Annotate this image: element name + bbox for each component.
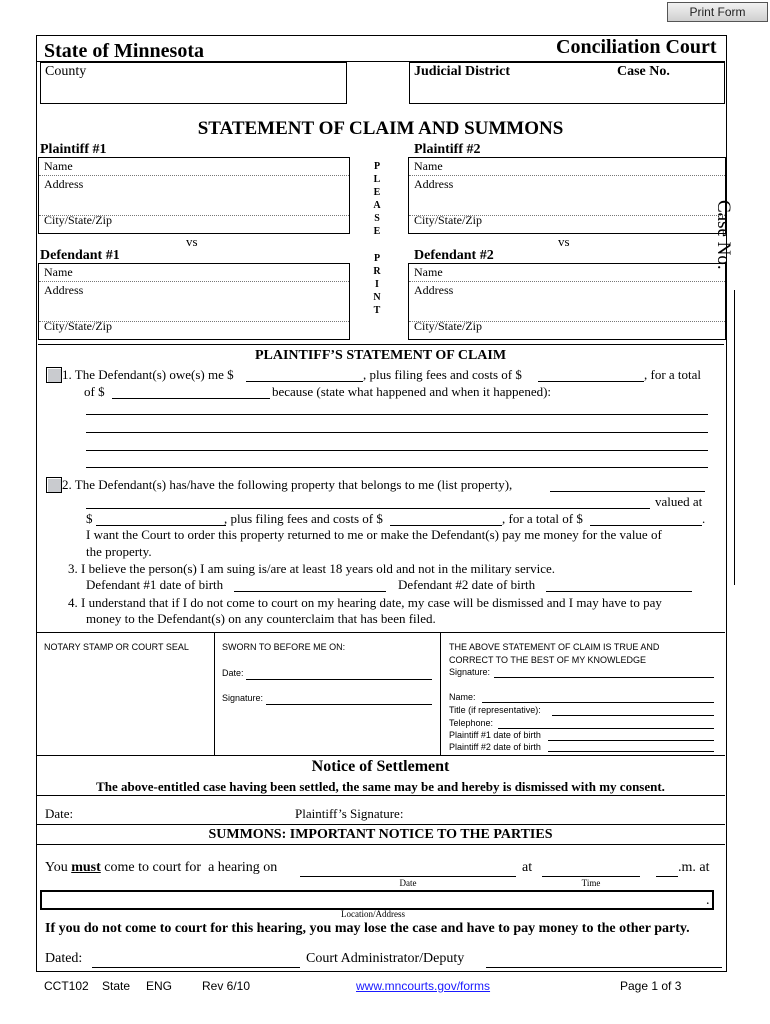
plaintiff1-heading: Plaintiff #1	[40, 142, 107, 157]
vs-left: vs	[186, 234, 198, 249]
claim1-explain-line2[interactable]	[86, 432, 708, 433]
court-admin-line[interactable]	[486, 967, 722, 968]
footer-rev: Rev 6/10	[202, 979, 251, 993]
claim1-explain-line3[interactable]	[86, 450, 708, 451]
side-case-no: Case No.	[713, 200, 734, 270]
district-label: Judicial District	[414, 64, 511, 79]
location-period: .	[706, 893, 710, 908]
true-statement-1: THE ABOVE STATEMENT OF CLAIM IS TRUE AND	[449, 642, 660, 652]
plaintiff-title-line[interactable]	[552, 715, 714, 716]
claim1-text-b: , plus filing fees and costs of $	[363, 367, 522, 382]
plaintiff-title-label: Title (if representative):	[449, 705, 541, 715]
claim2-checkbox[interactable]	[46, 477, 62, 493]
claim1-text-d: of $	[84, 384, 105, 399]
hearing-date-line[interactable]	[300, 876, 516, 877]
plaintiff-phone-label: Telephone:	[449, 718, 494, 728]
summons-at-label: at	[522, 860, 533, 875]
dated-line[interactable]	[92, 967, 300, 968]
defendant2-heading: Defendant #2	[414, 248, 494, 263]
claim1-checkbox[interactable]	[46, 367, 62, 383]
sworn-label: SWORN TO BEFORE ME ON:	[222, 642, 346, 652]
claim1-explain-line1[interactable]	[86, 414, 708, 415]
claim2-text-a: 2. The Defendant(s) has/have the following property that belongs to me (list property),	[62, 477, 513, 492]
claim-heading: PLAINTIFF’S STATEMENT OF CLAIM	[254, 348, 507, 363]
plaintiff-sig-label: Signature:	[449, 667, 491, 677]
claim2-text-d: , plus filing fees and costs of $	[224, 511, 383, 526]
defendant2-address[interactable]: Address	[414, 283, 454, 297]
notary-signature-label: Signature:	[222, 693, 264, 703]
plaintiff2-city[interactable]: City/State/Zip	[414, 213, 482, 227]
claim2-text-e: , for a total of $	[502, 511, 583, 526]
summons-warning: If you do not come to court for this hearing, you may lose the case and have to pay money to the other party.	[45, 921, 690, 936]
settlement-text: The above-entitled case having been settled, the same may be and hereby is dismissed with my consent.	[96, 779, 665, 794]
claim-top-rule	[38, 344, 724, 345]
claim1-total-line[interactable]	[112, 398, 270, 399]
date-caption: Date	[399, 878, 417, 888]
claim2-text-g: I want the Court to order this property returned to me or make the Defendant(s) pay me money for the value of	[86, 527, 662, 542]
plaintiff1-address[interactable]: Address	[44, 177, 84, 191]
plaintiff2-dob-line[interactable]	[548, 751, 714, 752]
case-no-label: Case No.	[617, 64, 670, 79]
plaintiff2-dob-label: Plaintiff #2 date of birth	[449, 742, 541, 752]
plaintiff2-address[interactable]: Address	[414, 177, 454, 191]
claim2-total-line[interactable]	[590, 525, 702, 526]
settlement-date-label: Date:	[45, 806, 74, 821]
plaintiff-sig-line[interactable]	[494, 677, 714, 678]
vs-right: vs	[558, 234, 570, 249]
claim4-text-b: money to the Defendant(s) on any counterclaim that has been filed.	[86, 611, 436, 626]
plaintiff2-name[interactable]: Name	[414, 159, 443, 173]
claim3-text-a: 3. I believe the person(s) I am suing is/are at least 18 years old and not in the military service.	[68, 561, 555, 576]
plaintiff1-dob-label: Plaintiff #1 date of birth	[449, 730, 541, 740]
summons-rule	[37, 844, 725, 845]
claim2-text-b: valued at	[655, 494, 703, 509]
claim2-property-line2[interactable]	[86, 508, 650, 509]
notary-date-line[interactable]	[246, 679, 432, 680]
location-caption: Location/Address	[341, 909, 405, 919]
defendant2-name[interactable]: Name	[414, 265, 443, 279]
footer-form: CCT102	[44, 979, 89, 993]
claim2-text-f: .	[702, 511, 706, 526]
defendant1-address[interactable]: Address	[44, 283, 84, 297]
plaintiff2-heading: Plaintiff #2	[414, 142, 481, 157]
claim3-text-c: Defendant #2 date of birth	[398, 577, 536, 592]
claim1-text-a: 1. The Defendant(s) owe(s) me $	[62, 367, 234, 382]
footer-lang: ENG	[146, 979, 173, 993]
defendant1-name[interactable]: Name	[44, 265, 73, 279]
notary-stamp-label: NOTARY STAMP OR COURT SEAL	[44, 642, 189, 652]
footer-page: Page 1 of 3	[620, 979, 682, 993]
claim1-amount-line[interactable]	[246, 381, 363, 382]
claim2-text-c: $	[86, 511, 93, 526]
please-print: P L E A S E P R I N T	[373, 161, 381, 316]
settlement-sig-label: Plaintiff’s Signature:	[295, 806, 404, 821]
print-form-button[interactable]: Print Form	[667, 2, 768, 22]
claim1-explain-line4[interactable]	[86, 467, 708, 468]
dated-label: Dated:	[45, 951, 83, 966]
summons-hearing-text: You must come to court for a hearing on	[45, 860, 278, 875]
plaintiff1-city[interactable]: City/State/Zip	[44, 213, 112, 227]
plaintiff-name-line[interactable]	[482, 702, 714, 703]
plaintiff-name-label: Name:	[449, 692, 476, 702]
claim1-text-c: , for a total	[644, 367, 702, 382]
notary-date-label: Date:	[222, 668, 244, 678]
state-title: State of Minnesota	[44, 40, 204, 62]
claim2-text-h: the property.	[86, 544, 152, 559]
plaintiff1-name[interactable]: Name	[44, 159, 73, 173]
claim2-property-line1[interactable]	[550, 491, 705, 492]
claim1-text-e: because (state what happened and when it happened):	[272, 384, 552, 399]
claim2-fees-line[interactable]	[390, 525, 502, 526]
defendant1-heading: Defendant #1	[40, 248, 120, 263]
location-field[interactable]	[40, 890, 714, 910]
settlement-bottom-rule	[37, 824, 725, 825]
court-title: Conciliation Court	[556, 36, 717, 58]
summons-heading: SUMMONS: IMPORTANT NOTICE TO THE PARTIES	[208, 827, 553, 842]
defendant2-city[interactable]: City/State/Zip	[414, 319, 482, 333]
notary-signature-line[interactable]	[266, 704, 432, 705]
claim2-amount-line[interactable]	[96, 525, 226, 526]
plaintiff-phone-line[interactable]	[498, 728, 714, 729]
settlement-heading: Notice of Settlement	[311, 758, 450, 775]
hearing-ampm-line[interactable]	[656, 876, 678, 877]
side-case-no-line[interactable]	[734, 290, 735, 585]
county-label: County	[45, 64, 87, 79]
defendant1-dob-line[interactable]	[234, 591, 386, 592]
footer-url-link[interactable]: www.mncourts.gov/forms	[356, 979, 491, 993]
claim4-text-a: 4. I understand that if I do not come to court on my hearing date, my case will be dismissed and I may have to pay	[68, 595, 662, 610]
defendant2-dob-line[interactable]	[546, 591, 692, 592]
summons-m-at: .m. at	[678, 860, 710, 875]
defendant1-city[interactable]: City/State/Zip	[44, 319, 112, 333]
form-title: STATEMENT OF CLAIM AND SUMMONS	[197, 118, 564, 139]
plaintiff1-dob-line[interactable]	[548, 740, 714, 741]
time-caption: Time	[581, 878, 601, 888]
claim1-fees-line[interactable]	[538, 381, 644, 382]
footer-state: State	[102, 979, 131, 993]
claim3-text-b: Defendant #1 date of birth	[86, 577, 224, 592]
settlement-rule	[37, 795, 725, 796]
court-admin-label: Court Administrator/Deputy	[306, 951, 465, 966]
true-statement-2: CORRECT TO THE BEST OF MY KNOWLEDGE	[449, 655, 647, 665]
hearing-time-line[interactable]	[542, 876, 640, 877]
